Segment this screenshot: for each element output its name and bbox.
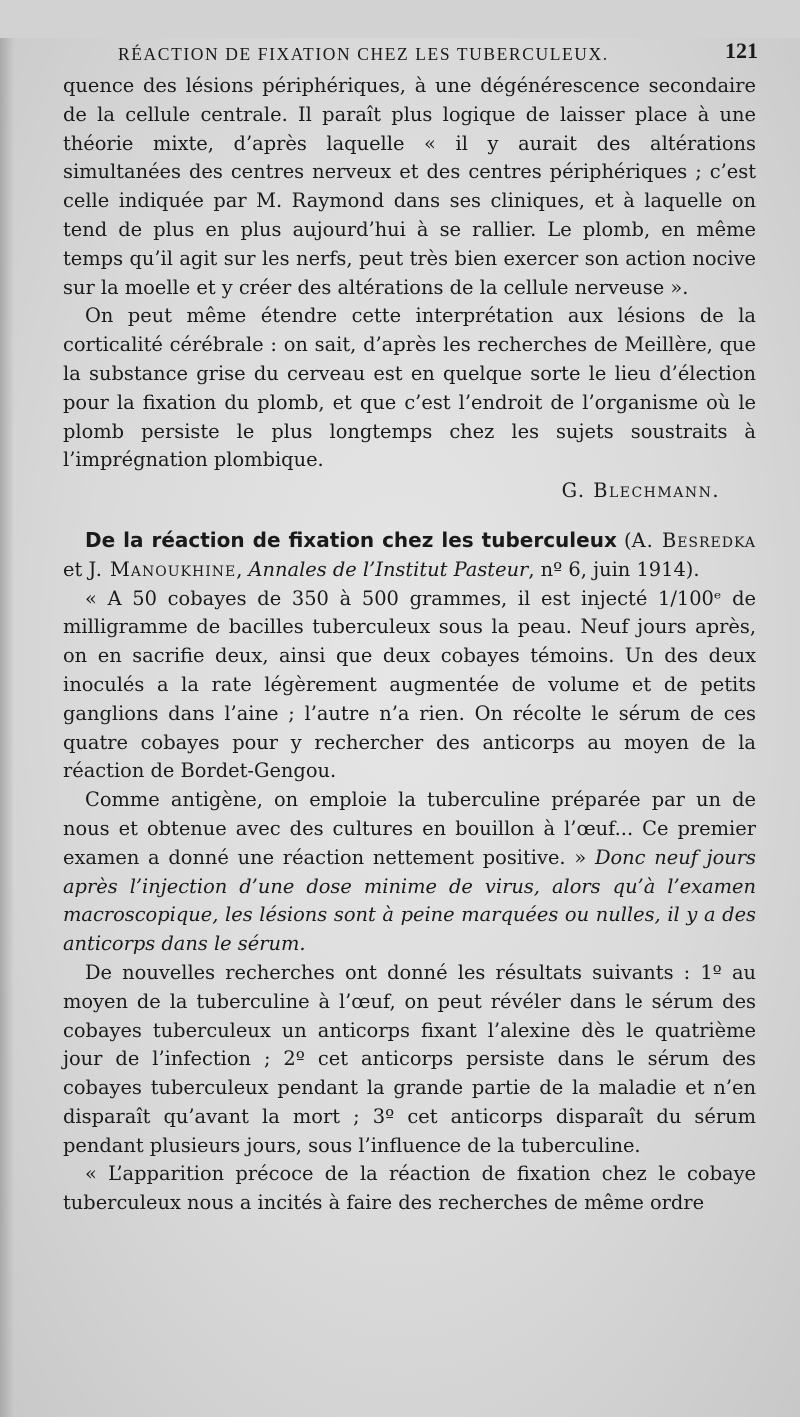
paragraph-corticalite: On peut même étendre cette interprétation aux lésions de la corticalité cérébrale : on sait, d’après les recherches de Meillère, que la substance grise du cerveau est en quelque sorte le lieu d’élection pour la fixation du plomb, et que c’est l’endroit de l’organisme où le plomb persiste le plus longtemps chez les sujets soustraits à l’imprégnation plombique. — [63, 304, 756, 472]
citation-rest: , nº 6, juin 1914). — [528, 557, 700, 581]
paragraph-continuation: quence des lésions périphériques, à une dégénérescence secondaire de la cellule centrale. Il paraît plus logique de laisser place à une théorie mixte, d’après laquelle « il y aurait des altérations simultanées des centres nerveux et des centres périphériques ; c’est celle indiquée par M. Raymond dans ses cliniques, et à laquelle on tend de plus en plus aujourd’hui à se rallier. Le plomb, en même temps qu’il agit sur les nerfs, peut très bien exercer son action nocive sur la moelle et y créer des altérations de la cellule nerveuse ». — [63, 74, 756, 299]
paragraph-antigen — [63, 786, 756, 959]
article-title: De la réaction de fixation chez les tuberculeux — [85, 527, 617, 552]
article-heading — [63, 526, 756, 585]
citation-and: et — [63, 557, 89, 581]
citation-author-2: J. Manoukhine — [88, 557, 237, 581]
book-page — [0, 38, 800, 1417]
body-text — [63, 72, 756, 1218]
paragraph-apparition: « L’apparition précoce de la réaction de fixation chez le cobaye tuberculeux nous a incités à faire des recherches de même ordre — [63, 1162, 756, 1215]
antigen-conclusion: Donc neuf jours après l’injection d’une dose minime de virus, alors qu’à l’examen macroscopique, les lésions sont à peine marquées ou nulles, il y a des anticorps dans le sérum. — [63, 845, 756, 956]
section-spacer — [63, 506, 756, 526]
running-title: RÉACTION DE FIXATION CHEZ LES TUBERCULEUX. — [118, 44, 609, 64]
page-number: 121 — [725, 38, 758, 63]
author-signature: G. Blechmann. — [561, 479, 720, 503]
running-header — [63, 38, 756, 72]
citation-author-1: A. Besredka — [631, 528, 756, 552]
paragraph-results: De nouvelles recherches ont donné les résultats suivants : 1º au moyen de la tuberculine à l’œuf, on peut révéler dans le sérum des cobayes tuberculeux un anticorps fixant l’alexine dès le quatrième jour de l’infection ; 2º cet anticorps persiste dans le sérum des cobayes tuberculeux pendant la grande partie de la maladie et n’en disparaît qu’avant la mort ; 3º cet anticorps disparaît du sérum pendant plusieurs jours, sous l’influence de la tuberculine. — [63, 960, 756, 1157]
citation-open: ( — [616, 528, 632, 552]
paragraph-experiment: « A 50 cobayes de 350 à 500 grammes, il est injecté 1/100ᵉ de milligramme de bacilles tuberculeux sous la peau. Neuf jours après, on en sacrifie deux, ainsi que deux cobayes témoins. Un des deux inoculés a la rate légèrement augmentée de volume et de petits ganglions dans l’aine ; l’autre n’a rien. On récolte le sérum de ces quatre cobayes pour y rechercher des anticorps au moyen de la réaction de Bordet-Gengou. — [63, 586, 756, 783]
antigen-text: Comme antigène, on emploie la tuberculine préparée par un de nous et obtenue avec des cultures en bouillon à l’œuf... Ce premier examen a donné une réaction nettement positive. » — [63, 788, 756, 869]
citation-journal: Annales de l’Institut Pasteur — [248, 557, 529, 581]
citation-comma: , — [236, 557, 249, 581]
